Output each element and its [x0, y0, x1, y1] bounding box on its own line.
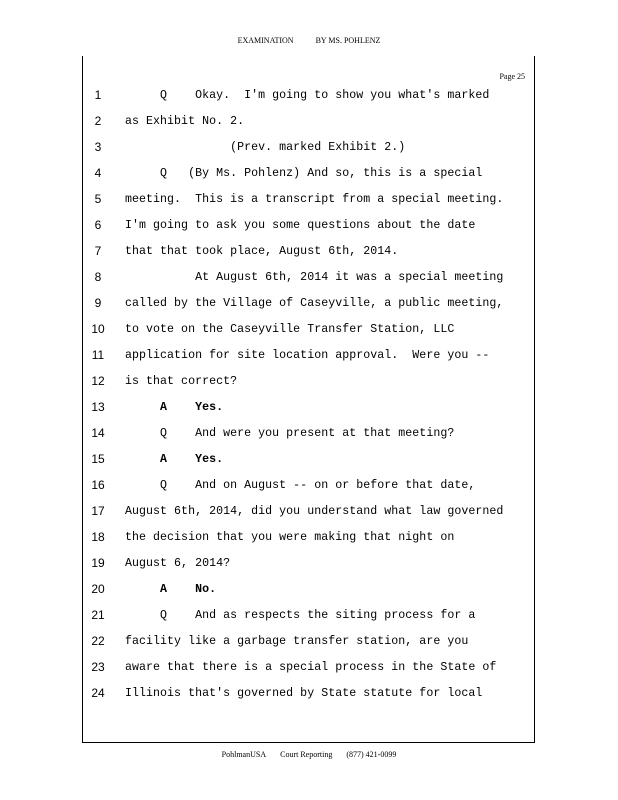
transcript-line — [0, 140, 618, 166]
transcript-line — [0, 270, 618, 296]
transcript-line — [0, 686, 618, 712]
transcript-line — [0, 192, 618, 218]
line-text: A No. — [125, 583, 217, 596]
line-number: 20 — [91, 582, 105, 596]
footer-company: PohlmanUSA — [221, 750, 267, 759]
line-text: as Exhibit No. 2. — [125, 115, 245, 128]
line-number: 4 — [94, 166, 102, 180]
line-number: 19 — [91, 556, 105, 570]
transcript-line — [0, 374, 618, 400]
line-text: August 6th, 2014, did you understand what law governed — [125, 505, 504, 518]
line-number: 3 — [94, 140, 102, 154]
line-text: Q (By Ms. Pohlenz) And so, this is a special — [125, 167, 483, 180]
line-number: 13 — [91, 400, 105, 414]
line-number: 7 — [94, 244, 102, 258]
line-text: that that took place, August 6th, 2014. — [125, 245, 399, 258]
line-number: 23 — [91, 660, 105, 674]
line-text: application for site location approval. Were you -- — [125, 349, 490, 362]
line-text: facility like a garbage transfer station, are you — [125, 635, 469, 648]
line-text: I'm going to ask you some questions about the date — [125, 219, 476, 232]
line-number: 9 — [94, 296, 102, 310]
transcript-line — [0, 296, 618, 322]
line-number: 6 — [94, 218, 102, 232]
footer-phone: (877) 421-0099 — [346, 750, 397, 759]
line-text: the decision that you were making that night on — [125, 531, 455, 544]
line-text: to vote on the Caseyville Transfer Station, LLC — [125, 323, 455, 336]
transcript-line — [0, 218, 618, 244]
line-number: 22 — [91, 634, 105, 648]
line-text: A Yes. — [125, 453, 224, 466]
page-footer — [0, 750, 618, 759]
line-number: 17 — [91, 504, 105, 518]
transcript-line — [0, 244, 618, 270]
line-number: 15 — [91, 452, 105, 466]
line-text: A Yes. — [125, 401, 224, 414]
transcript-line — [0, 634, 618, 660]
line-number: 2 — [94, 114, 102, 128]
page-header — [0, 36, 618, 45]
line-text: Q And were you present at that meeting? — [125, 427, 455, 440]
line-number: 12 — [91, 374, 105, 388]
line-number: 14 — [91, 426, 105, 440]
transcript-line — [0, 608, 618, 634]
line-text: Q Okay. I'm going to show you what's marked — [125, 89, 490, 102]
line-number: 21 — [91, 608, 105, 622]
transcript-line — [0, 166, 618, 192]
line-text: called by the Village of Caseyville, a public meeting, — [125, 297, 504, 310]
line-text: aware that there is a special process in the State of — [125, 661, 497, 674]
page-number: Page 25 — [499, 72, 525, 81]
transcript-line — [0, 660, 618, 686]
line-text: meeting. This is a transcript from a special meeting. — [125, 193, 504, 206]
transcript-line — [0, 504, 618, 530]
line-number: 1 — [94, 88, 102, 102]
transcript-line — [0, 400, 618, 426]
line-text: Q And on August -- on or before that date, — [125, 479, 476, 492]
transcript-line — [0, 452, 618, 478]
transcript-line — [0, 114, 618, 140]
line-number: 24 — [91, 686, 105, 700]
transcript-line — [0, 88, 618, 114]
line-number: 5 — [94, 192, 102, 206]
line-text: is that correct? — [125, 375, 238, 388]
transcript-line — [0, 348, 618, 374]
line-text: At August 6th, 2014 it was a special meeting — [125, 271, 504, 284]
line-number: 11 — [91, 348, 105, 362]
line-number: 18 — [91, 530, 105, 544]
line-number: 16 — [91, 478, 105, 492]
footer-service: Court Reporting — [280, 750, 333, 759]
line-text: Q And as respects the siting process for a — [125, 609, 476, 622]
transcript-line — [0, 556, 618, 582]
line-number: 10 — [91, 322, 105, 336]
header-section: EXAMINATION — [237, 36, 294, 45]
transcript-line — [0, 530, 618, 556]
transcript-line — [0, 478, 618, 504]
header-examiner: BY MS. POHLENZ — [315, 36, 381, 45]
transcript-line — [0, 582, 618, 608]
transcript-line — [0, 426, 618, 452]
transcript-line — [0, 322, 618, 348]
line-number: 8 — [94, 270, 102, 284]
line-text: August 6, 2014? — [125, 557, 231, 570]
line-text: Illinois that's governed by State statute for local — [125, 687, 483, 700]
line-text: (Prev. marked Exhibit 2.) — [125, 141, 406, 154]
